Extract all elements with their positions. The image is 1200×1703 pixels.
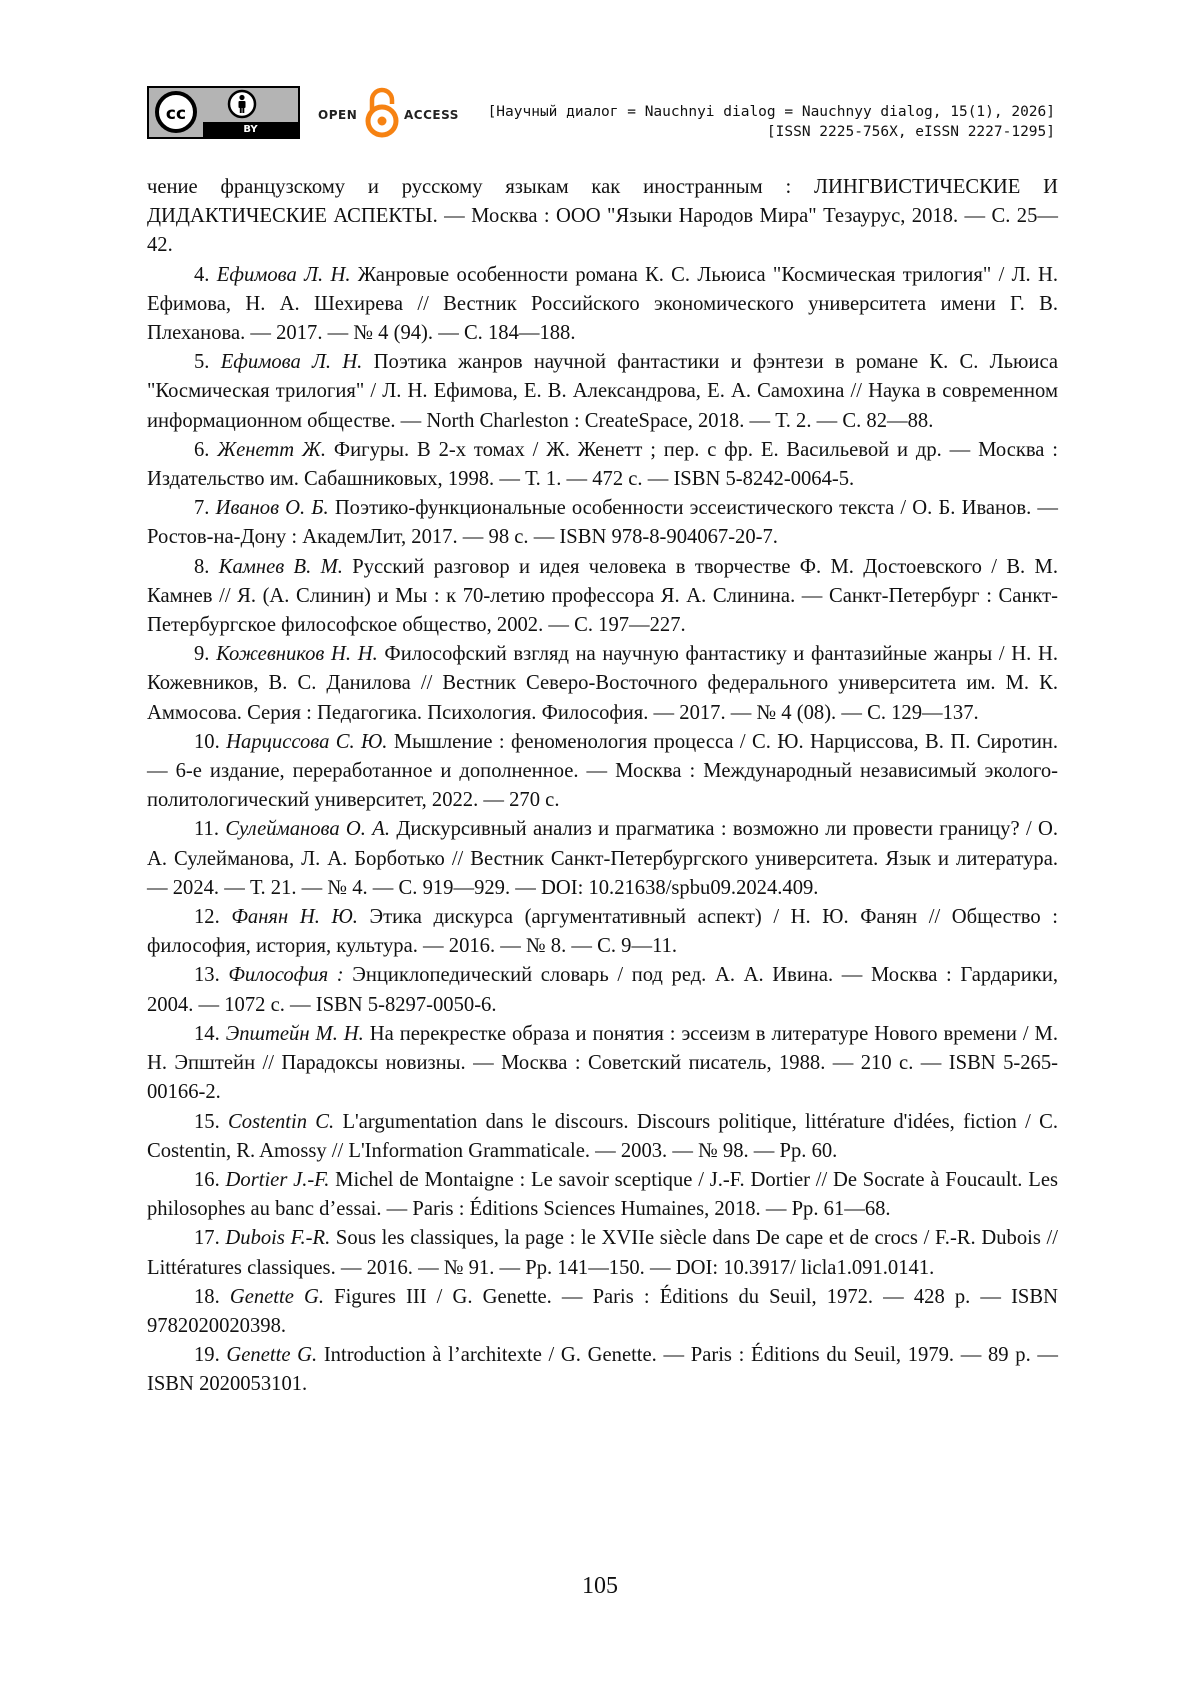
reference-text: Дискурсивный анализ и прагматика : возможно ли провести границу? / О. А. Сулейманова, Л. А. Борботько // Вестник Санкт-Петербургского университета. Язык и литература. — 2024. — Т. 21. — № 4. — С. 919—929. — DOI: 10.21638/spbu09.2024.409. bbox=[147, 818, 1059, 899]
reference-author: Кожевников Н. Н. bbox=[216, 643, 378, 666]
reference-text: Русский разговор и идея человека в творчестве Ф. М. Достоевского / В. М. Камнев // Я. (А. Слинин) и Мы : к 70-летию профессора Я. А. Слинина. — Санкт-Петербург : Санкт-Петербургское философское общество, 2002. — С. 197—227. bbox=[147, 555, 1058, 637]
reference-item bbox=[147, 640, 1058, 728]
reference-author: Камнев В. М. bbox=[218, 555, 343, 578]
reference-author: Философия : bbox=[228, 964, 344, 987]
reference-item bbox=[147, 961, 1058, 1019]
reference-author: Ефимова Л. Н. bbox=[216, 263, 351, 286]
reference-number: 6. bbox=[194, 438, 210, 461]
reference-number: 14. bbox=[194, 1022, 220, 1045]
open-lock-icon bbox=[364, 86, 400, 140]
journal-issn: [ISSN 2225-756X, eISSN 2227-1295] bbox=[766, 124, 1055, 140]
reference-author: Нарциссова С. Ю. bbox=[226, 730, 388, 753]
reference-item bbox=[147, 1166, 1058, 1224]
reference-item bbox=[147, 728, 1058, 816]
reference-number: 12. bbox=[194, 906, 220, 929]
reference-item bbox=[147, 1341, 1058, 1399]
reference-author: Фанян Н. Ю. bbox=[231, 906, 358, 929]
reference-text: Этика дискурса (аргументативный аспект) / Н. Ю. Фанян // Общество : философия, история, культура. — 2016. — № 8. — С. 9—11. bbox=[147, 906, 1058, 958]
reference-text: Мышление : феноменология процесса / С. Ю. Нарциссова, В. П. Сиротин. — 6-е издание, переработанное и дополненное. — Москва : Международный независимый эколого-политологический университет, 2022. — 270 с. bbox=[147, 730, 1059, 812]
reference-item bbox=[147, 494, 1058, 552]
svg-text:cc: cc bbox=[165, 104, 187, 124]
reference-author: Эпштейн М. Н. bbox=[225, 1022, 364, 1045]
reference-author: Dubois F.-R. bbox=[225, 1227, 331, 1250]
reference-item bbox=[147, 1020, 1058, 1108]
open-access-left-text: OPEN bbox=[318, 108, 358, 122]
reference-text: Figures III / G. Genette. — Paris : Éditions du Seuil, 1972. — 428 p. — ISBN 9782020020398. bbox=[147, 1285, 1058, 1337]
reference-item bbox=[147, 815, 1058, 903]
reference-number: 17. bbox=[194, 1227, 220, 1250]
reference-author: Genette G. bbox=[229, 1285, 325, 1308]
reference-item bbox=[147, 261, 1058, 349]
reference-text: Энциклопедический словарь / под ред. А. А. Ивина. — Москва : Гардарики, 2004. — 1072 с. — ISBN 5-8297-0050-6. bbox=[147, 964, 1058, 1016]
reference-number: 19. bbox=[194, 1344, 220, 1367]
reference-continuation: чение французскому и русскому языкам как иностранным : ЛИНГВИСТИЧЕСКИЕ И ДИДАКТИЧЕСКИЕ АСПЕКТЫ. — Москва : ООО "Языки Народов Мира" Тезаурус, 2018. — С. 25—42. bbox=[147, 176, 1058, 257]
reference-text: На перекрестке образа и понятия : эссеизм в литературе Нового времени / М. Н. Эпштейн // Парадоксы новизны. — Москва : Советский писатель, 1988. — 210 с. — ISBN 5-265-00166-2. bbox=[147, 1022, 1058, 1104]
reference-text: Michel de Montaigne : Le savoir sceptique / J.-F. Dortier // De Socrate à Foucault. Les philosophes au banc d’essai. — Paris : Éditions Sciences Humaines, 2018. — Pp. 61—68. bbox=[147, 1168, 1058, 1221]
reference-text: L'argumentation dans le discours. Discours politique, littérature d'idées, fiction / C. Costentin, R. Amossy // L'Information Grammaticale. — 2003. — № 98. — Pp. 60. bbox=[147, 1110, 1059, 1162]
attribution-person-icon bbox=[227, 89, 257, 119]
reference-number: 8. bbox=[194, 555, 210, 578]
reference-number: 16. bbox=[194, 1168, 220, 1191]
reference-item bbox=[147, 348, 1058, 436]
references-list bbox=[147, 173, 1058, 1400]
reference-author: Dortier J.-F. bbox=[225, 1168, 330, 1191]
reference-author: Ефимова Л. Н. bbox=[220, 351, 363, 374]
reference-text: Философский взгляд на научную фантастику и фантазийные жанры / Н. Н. Кожевников, В. С. Данилова // Вестник Северо-Восточного федерального университета им. М. К. Аммосова. Серия : Педагогика. Психология. Философия. — 2017. — № 4 (08). — С. 129—137. bbox=[147, 643, 1058, 724]
reference-number: 13. bbox=[194, 964, 220, 987]
reference-item bbox=[147, 553, 1058, 641]
reference-author: Сулейманова О. А. bbox=[225, 818, 391, 841]
reference-text: Поэтико-функциональные особенности эссеистического текста / О. Б. Иванов. — Ростов-на-Дону : АкадемЛит, 2017. — 98 с. — ISBN 978-8-904067-20-7. bbox=[147, 497, 1058, 549]
reference-text: Поэтика жанров научной фантастики и фэнтези в романе К. С. Льюиса "Космическая трилогия" / Л. Н. Ефимова, Е. В. Александрова, Е. А. Самохина // Наука в современном информационном обществе. — North Charleston : CreateSpace, 2018. — Т. 2. — С. 82—88. bbox=[147, 351, 1058, 432]
reference-text: Фигуры. В 2-х томах / Ж. Женетт ; пер. с фр. Е. Васильевой и др. — Москва : Издательство им. Сабашниковых, 1998. — Т. 1. — 472 с. — ISBN 5-8242-0064-5. bbox=[147, 438, 1058, 491]
reference-number: 10. bbox=[194, 730, 220, 753]
reference-author: Иванов О. Б. bbox=[215, 497, 329, 520]
reference-number: 9. bbox=[194, 643, 210, 666]
reference-number: 5. bbox=[194, 351, 210, 374]
reference-number: 15. bbox=[194, 1110, 220, 1133]
reference-item bbox=[147, 1283, 1058, 1341]
reference-author: Genette G. bbox=[226, 1344, 318, 1367]
cc-by-label: BY bbox=[203, 122, 298, 137]
page-number: 105 bbox=[582, 1573, 618, 1599]
reference-item bbox=[147, 903, 1058, 961]
reference-item bbox=[147, 436, 1058, 494]
reference-number: 4. bbox=[194, 263, 210, 286]
reference-item bbox=[147, 1224, 1058, 1282]
reference-text: Жанровые особенности романа К. С. Льюиса "Космическая трилогия" / Л. Н. Ефимова, Н. А. Шехирева // Вестник Российского экономического университета имени Г. В. Плеханова. — 2017. — № 4 (94). — С. 184—188. bbox=[147, 263, 1058, 345]
reference-number: 7. bbox=[194, 497, 210, 520]
reference-author: Costentin C. bbox=[228, 1110, 335, 1133]
open-access-logo[interactable] bbox=[318, 86, 468, 140]
cc-by-badge[interactable] bbox=[147, 86, 300, 139]
reference-text: Introduction à l’architexte / G. Genette. — Paris : Éditions du Seuil, 1979. — 89 p. — ISBN 2020053101. bbox=[147, 1344, 1058, 1396]
reference-text: Sous les classiques, la page : le XVIIe siècle dans De cape et de crocs / F.-R. Dubois // Littératures classiques. — 2016. — № 91. — Pp. 141—150. — DOI: 10.3917/ licla1.091.0141. bbox=[147, 1227, 1058, 1279]
open-access-right-text: ACCESS bbox=[404, 108, 459, 122]
reference-number: 11. bbox=[194, 818, 219, 841]
reference-number: 18. bbox=[194, 1285, 220, 1308]
reference-author: Женетт Ж. bbox=[217, 438, 326, 461]
reference-item bbox=[147, 1108, 1058, 1166]
journal-citation: [Научный диалог = Nauchnyi dialog = Nauchnyy dialog, 15(1), 2026] bbox=[487, 104, 1055, 120]
